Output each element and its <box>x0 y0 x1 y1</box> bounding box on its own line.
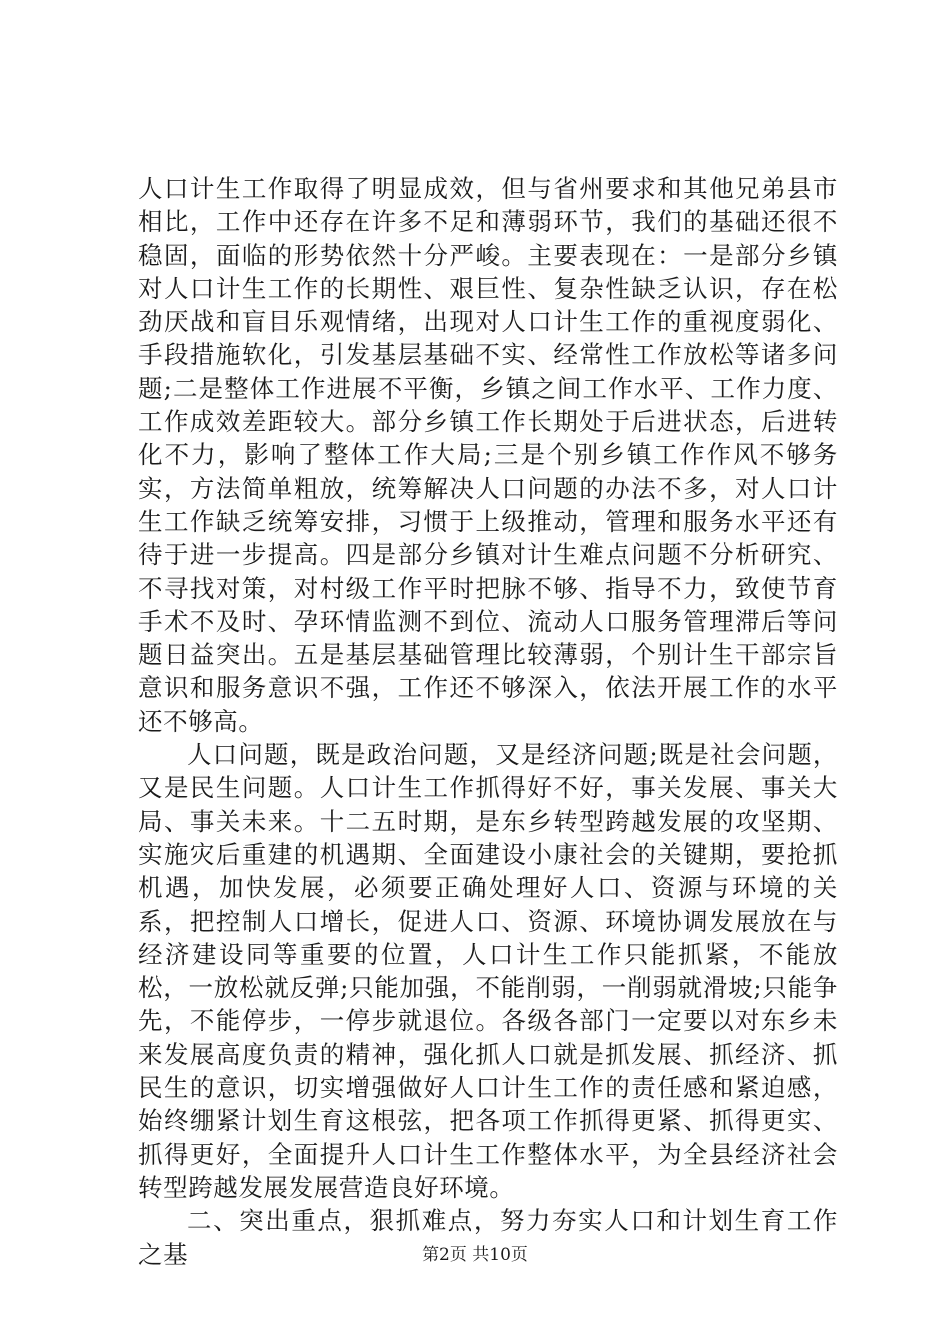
paragraph-population-issue: 人口问题，既是政治问题，又是经济问题;既是社会问题，又是民生问题。人口计生工作抓得好不好，事关发展、事关大局、事关未来。十二五时期，是东乡转型跨越发展的攻坚期、实施灾后重建的机遇期、全面建设小康社会的关键期，要抢抓机遇，加快发展，必须要正确处理好人口、资源与环境的关系，把控制人口增长，促进人口、资源、环境协调发展放在与经济建设同等重要的位置，人口计生工作只能抓紧，不能放松，一放松就反弹;只能加强，不能削弱，一削弱就滑坡;只能争先，不能停步，一停步就退位。各级各部门一定要以对东乡未来发展高度负责的精神，强化抓人口就是抓发展、抓经济、抓民生的意识，切实增强做好人口计生工作的责任感和紧迫感，始终绷紧计划生育这根弦，把各项工作抓得更紧、抓得更实、抓得更好，全面提升人口计生工作整体水平，为全县经济社会转型跨越发展发展营造良好环境。 <box>138 740 838 1202</box>
section-heading: 二、突出重点，狠抓难点，努力夯实人口和计划生育工作之基 <box>138 1206 838 1269</box>
paragraph-shortcomings: 人口计生工作取得了明显成效，但与省州要求和其他兄弟县市相比，工作中还存在许多不足和薄弱环节，我们的基础还很不稳固，面临的形势依然十分严峻。主要表现在：一是部分乡镇对人口计生工作的长期性、艰巨性、复杂性缺乏认识，存在松劲厌战和盲目乐观情绪，出现对人口计生工作的重视度弱化、手段措施软化，引发基层基础不实、经常性工作放松等诸多问题;二是整体工作进展不平衡，乡镇之间工作水平、工作力度、工作成效差距较大。部分乡镇工作长期处于后进状态，后进转化不力，影响了整体工作大局;三是个别乡镇工作作风不够务实，方法简单粗放，统筹解决人口问题的办法不多，对人口计生工作缺乏统筹安排，习惯于上级推动，管理和服务水平还有待于进一步提高。四是部分乡镇对计生难点问题不分析研究、不寻找对策，对村级工作平时把脉不够、指导不力，致使节育手术不及时、孕环情监测不到位、流动人口服务管理滞后等问题日益突出。五是基层基础管理比较薄弱，个别计生干部宗旨意识和服务意识不强，工作还不够深入，依法开展工作的水平还不够高。 <box>138 174 838 736</box>
page-number-footer: 第2页 共10页 <box>422 1245 528 1265</box>
document-body <box>138 172 838 1271</box>
